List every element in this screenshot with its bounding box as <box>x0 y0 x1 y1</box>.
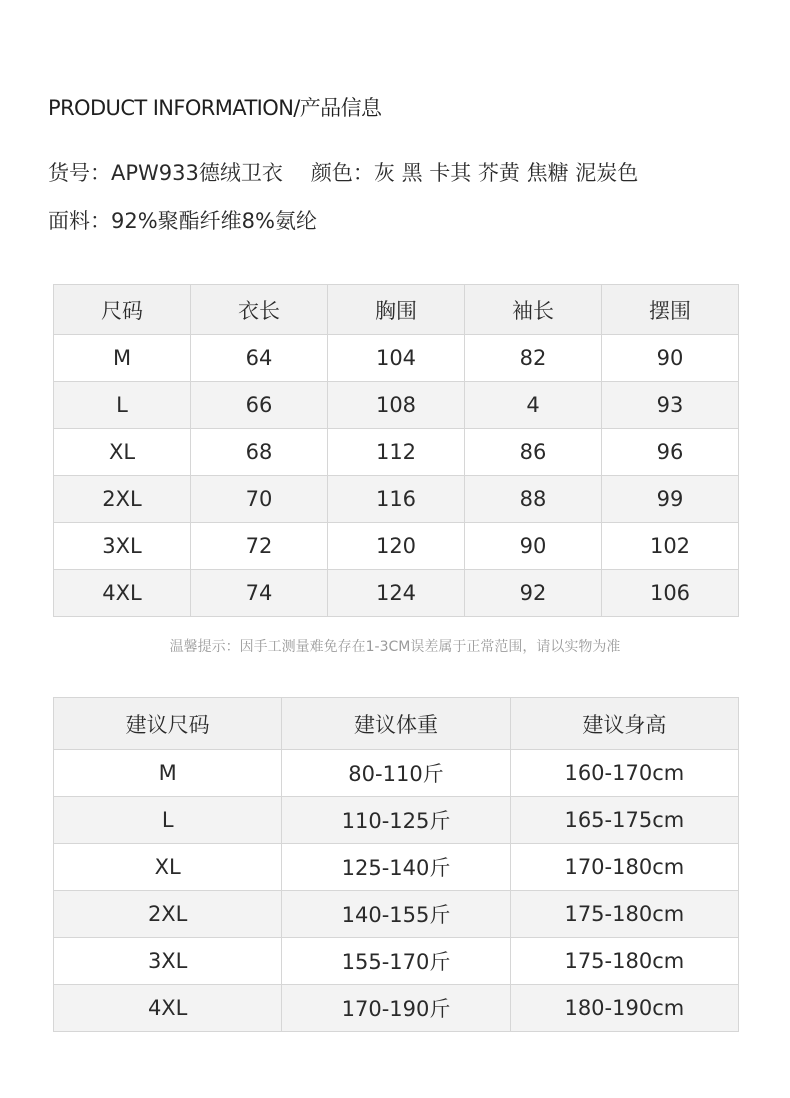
color-value: 灰 黑 卡其 芥黄 焦糖 泥炭色 <box>373 161 639 185</box>
table-cell: 4 <box>465 382 602 429</box>
table-row <box>54 797 739 844</box>
table-cell: 3XL <box>54 938 282 985</box>
table-cell: 140-155斤 <box>282 891 510 938</box>
table-cell: 4XL <box>54 570 191 617</box>
table-cell: 175-180cm <box>510 891 738 938</box>
size-table <box>53 284 739 617</box>
table-row <box>54 938 739 985</box>
table-cell: XL <box>54 844 282 891</box>
table-cell: 116 <box>328 476 465 523</box>
table-cell: 4XL <box>54 985 282 1032</box>
table-cell: 86 <box>465 429 602 476</box>
table-row <box>54 523 739 570</box>
table-row <box>54 844 739 891</box>
table-cell: 88 <box>465 476 602 523</box>
table-cell: 90 <box>465 523 602 570</box>
table-row <box>54 891 739 938</box>
header-recommended-height: 建议身高 <box>510 698 738 750</box>
table-cell: 120 <box>328 523 465 570</box>
recommendation-table <box>53 697 739 1032</box>
table-cell: 160-170cm <box>510 750 738 797</box>
table-cell: 99 <box>602 476 739 523</box>
table-cell: 74 <box>191 570 328 617</box>
product-info-line-2 <box>48 205 317 235</box>
color-label: 颜色： <box>310 161 374 185</box>
table-cell: M <box>54 750 282 797</box>
table-cell: 2XL <box>54 891 282 938</box>
table-cell: 175-180cm <box>510 938 738 985</box>
table-cell: 3XL <box>54 523 191 570</box>
table-cell: M <box>54 335 191 382</box>
measurement-note: 温馨提示：因手工测量难免存在1-3CM误差属于正常范围，请以实物为准 <box>169 639 621 655</box>
table-cell: 96 <box>602 429 739 476</box>
table-cell: 104 <box>328 335 465 382</box>
table-cell: 82 <box>465 335 602 382</box>
header-recommended-weight: 建议体重 <box>282 698 510 750</box>
table-cell: 80-110斤 <box>282 750 510 797</box>
table-row <box>54 429 739 476</box>
recommendation-table-header-row <box>54 698 739 750</box>
table-row <box>54 750 739 797</box>
table-cell: 90 <box>602 335 739 382</box>
table-cell: 124 <box>328 570 465 617</box>
table-cell: 106 <box>602 570 739 617</box>
item-number-value: APW933德绒卫衣 <box>111 161 283 185</box>
table-cell: 70 <box>191 476 328 523</box>
size-table-header-row <box>54 285 739 335</box>
header-hem: 摆围 <box>602 285 739 335</box>
table-cell: 180-190cm <box>510 985 738 1032</box>
table-row <box>54 476 739 523</box>
table-cell: 64 <box>191 335 328 382</box>
table-cell: XL <box>54 429 191 476</box>
table-cell: 125-140斤 <box>282 844 510 891</box>
table-cell: 93 <box>602 382 739 429</box>
table-cell: 165-175cm <box>510 797 738 844</box>
table-cell: 108 <box>328 382 465 429</box>
table-cell: 66 <box>191 382 328 429</box>
table-cell: 68 <box>191 429 328 476</box>
header-length: 衣长 <box>191 285 328 335</box>
table-row <box>54 335 739 382</box>
table-row <box>54 985 739 1032</box>
material-label: 面料： <box>48 209 111 233</box>
material-value: 92%聚酯纤维8%氨纶 <box>111 209 317 233</box>
item-number-label: 货号： <box>48 161 111 185</box>
table-cell: 92 <box>465 570 602 617</box>
table-cell: 170-180cm <box>510 844 738 891</box>
table-cell: 155-170斤 <box>282 938 510 985</box>
header-size: 尺码 <box>54 285 191 335</box>
table-cell: 170-190斤 <box>282 985 510 1032</box>
table-row <box>54 570 739 617</box>
header-recommended-size: 建议尺码 <box>54 698 282 750</box>
header-chest: 胸围 <box>328 285 465 335</box>
table-cell: 102 <box>602 523 739 570</box>
table-cell: L <box>54 797 282 844</box>
header-sleeve: 袖长 <box>465 285 602 335</box>
table-row <box>54 382 739 429</box>
table-cell: 72 <box>191 523 328 570</box>
product-info-line-1 <box>48 157 638 187</box>
table-cell: 112 <box>328 429 465 476</box>
table-cell: L <box>54 382 191 429</box>
page-title: PRODUCT INFORMATION/产品信息 <box>48 96 382 120</box>
table-cell: 2XL <box>54 476 191 523</box>
table-cell: 110-125斤 <box>282 797 510 844</box>
